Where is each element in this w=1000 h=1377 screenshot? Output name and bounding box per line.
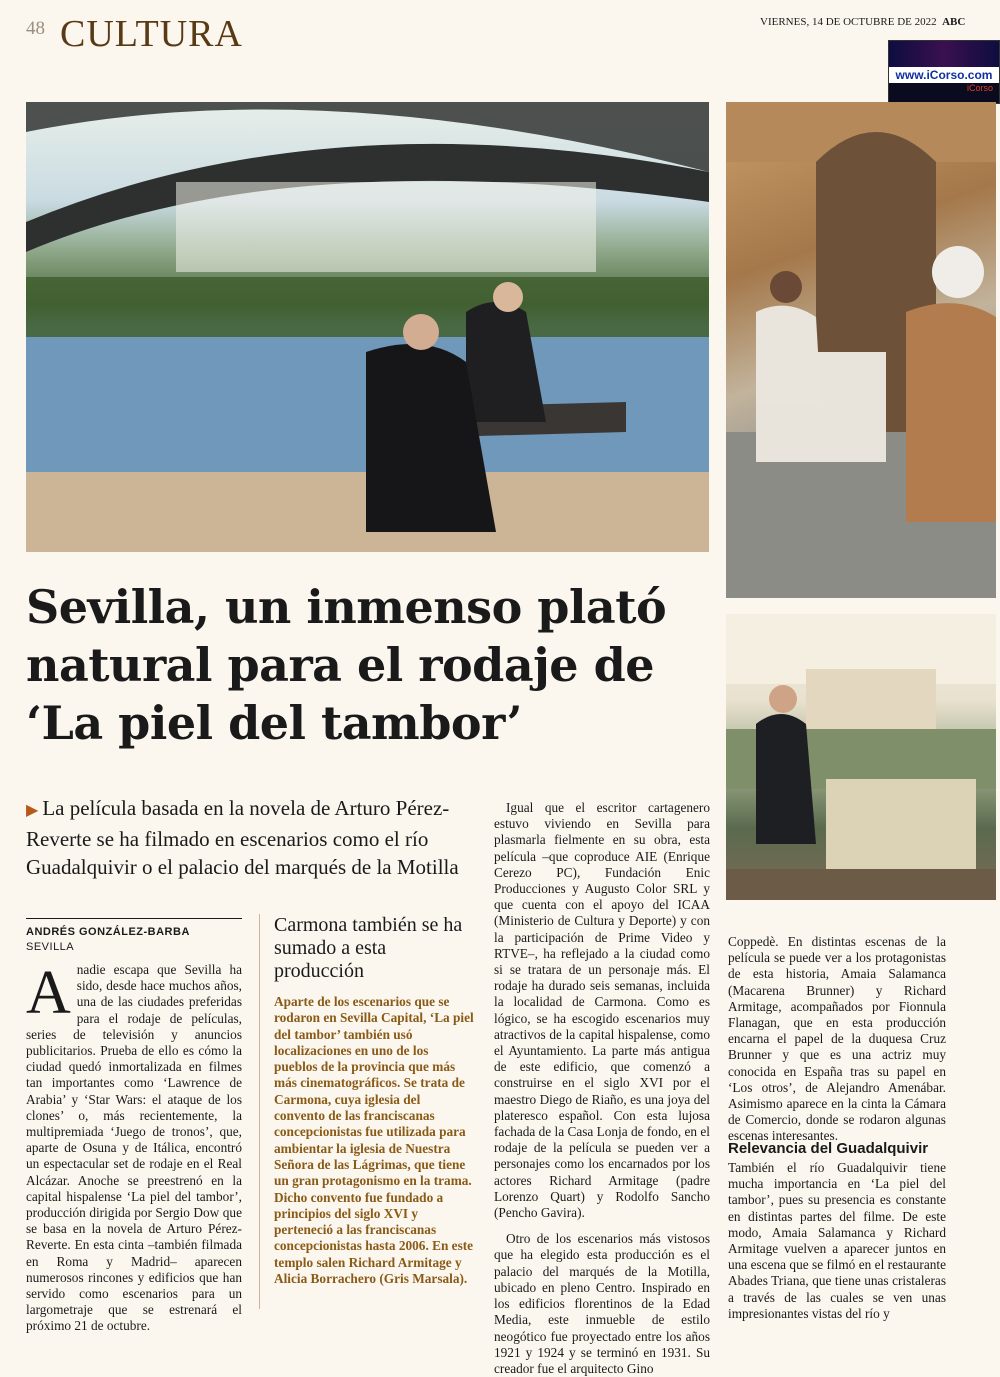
subsection-heading: Relevancia del Guadalquivir [728, 1140, 929, 1157]
photo-palace-illustration [726, 102, 996, 598]
paragraph: También el río Guadalquivir tiene mucha importancia en ‘La piel del tambor’, pues su presencia es constante en distintas partes del filme. De este modo, Amaia Salamanca y Richard Armitage vuelven a aparecer juntos en una escena que se filmó en el restaurante Abades Triana, que tiene unas cristaleras a través de las cuales se ven unas impresionantes vistas del río y [728, 1160, 946, 1321]
byline-location: SEVILLA [26, 941, 75, 953]
photo-palace-dining [726, 102, 996, 598]
headline: Sevilla, un inmenso plató natural para el rodaje de ‘La piel del tambor’ [26, 580, 667, 750]
main-photo-river-bench [26, 102, 709, 552]
photo-restaurant-illustration [726, 614, 996, 900]
paragraph: Coppedè. En distintas escenas de la película se puede ver a los protagonistas de esta historia, Amaia Salamanca (Macarena Brunner) y Richard Armitage, acompañados por Fionnula Flanagan, que en esta producción encarna el papel de la duquesa Cruz Brunner y que es una actriz muy conocida en España tras su papel en ‘Los otros’, de Alejandro Amenábar. Asimismo aparece en la cinta la Cámara de Comercio, donde se rodaron algunas escenas interesantes. [728, 934, 946, 1144]
paragraph: Otro de los escenarios más vistosos que ha elegido esta producción es el palacio del marqués de la Motilla, ubicado en pleno Centro. Inspirado en los edificios florentinos de la Edad Media, este inmueble de estilo neogótico fue proyectado entre los años 1921 y 1924 y se terminó en 1931. Su creador fue el arquitecto Gino [494, 1231, 710, 1376]
date: VIERNES, 14 DE OCTUBRE DE 2022 [760, 16, 937, 28]
drop-cap: A [26, 959, 71, 1027]
advertisement[interactable] [888, 40, 1000, 104]
ad-logo: iCorso [966, 83, 993, 93]
ad-banner-graphic [889, 41, 999, 67]
paragraph: Igual que el escritor cartagenero estuvo viviendo en Sevilla para plasmarla fielmente en su obra, esta película –que coproduce AIE (Enrique Cerezo PC), Fundación Enic Producciones y Augusto Color SRL y que cuenta con el apoyo del ICAA (Ministerio de Cultura y Deporte) y con la participación de Prime Video y RTVE–, ha reflejado a la ciudad como si se tratara de un personaje más. El rodaje ha durado seis semanas, incluida la localidad de Carmona. Como es lógico, se ha escogido escenarios muy atractivos de la capital hispalense, como el Ayuntamiento. La parte más antigua de este edificio, que comenzó a construirse en el siglo XVI por el maestro Diego de Riaño, es una joya del plateresco español. Con esta lujosa fachada de la Casa Lonja de fondo, en el rodaje de la película se pueden ver a personajes como los encarnados por los actores Richard Armitage (padre Lorenzo Quart) y Rodolfo Sancho (Pencho Gavira). [494, 800, 710, 1221]
publication-name: ABC [942, 16, 966, 28]
article-column-1-text: nadie escapa que Sevilla ha sido, desde hace muchos años, una de las ciudades preferidas para el rodaje de películas, series de televisión y anuncios publicitarios. Prueba de ello es cómo la ciudad quedó inmortalizada en filmes tan importantes como ‘Lawrence de Arabia’ y ‘Star Wars: el ataque de los clones’ o, más recientemente, la multipremiada ‘Juego de tronos’, que, aparte de Osuna y de Itálica, encontró un espectacular set de rodaje en el Real Alcázar. Anoche se preestrenó en la capital hispalense ‘La piel del tambor’, producción dirigida por Sergio Dow que se basa en la novela de Arturo Pérez-Reverte. En esta cinta –también filmada en Roma y Madrid– aparecen numerosos rincones y edificios que han servido como escenarios para un largometraje que se estrenará el próximo 21 de octubre. [26, 962, 242, 1334]
main-photo-illustration [26, 102, 709, 552]
subheadline [26, 794, 486, 881]
byline-divider [26, 918, 242, 919]
article-column-3 [494, 800, 710, 1377]
bullet-triangle-icon: ▶ [26, 802, 39, 819]
page-number: 48 [26, 18, 45, 39]
section-title: CULTURA [60, 13, 243, 55]
sidebar-title: Carmona también se ha sumado a esta producción [274, 914, 463, 982]
ad-url[interactable]: www.iCorso.com [889, 67, 999, 83]
article-column-1 [26, 959, 242, 1335]
article-column-4-continued [728, 1160, 946, 1322]
subheadline-text: La película basada en la novela de Arturo Pérez-Reverte se ha filmado en escenarios como el río Guadalquivir o el palacio del marqués de la Motilla [26, 796, 459, 879]
article-column-4 [728, 934, 946, 1145]
dateline [760, 16, 965, 28]
sidebar-text: Aparte de los escenarios que se rodaron en Sevilla Capital, ‘La piel del tambor’ también usó localizaciones en uno de los pueblos de la provincia que más más cinematográficos. Se trata de Carmona, cuya iglesia del convento de las franciscanas concepcionistas fue utilizada para ambientar la iglesia de Nuestra Señora de las Lágrimas, que tiene un gran protagonismo en la trama. Dicho convento fue fundado a principios del siglo XVI y perteneció a las franciscanas concepcionistas hasta 2006. En este templo salen Richard Armitage y Alicia Borrachero (Gris Marsala). [274, 994, 474, 1287]
photo-restaurant-river [726, 614, 996, 900]
sidebar-divider [259, 914, 260, 1309]
author-byline: ANDRÉS GONZÁLEZ-BARBA [26, 926, 190, 938]
